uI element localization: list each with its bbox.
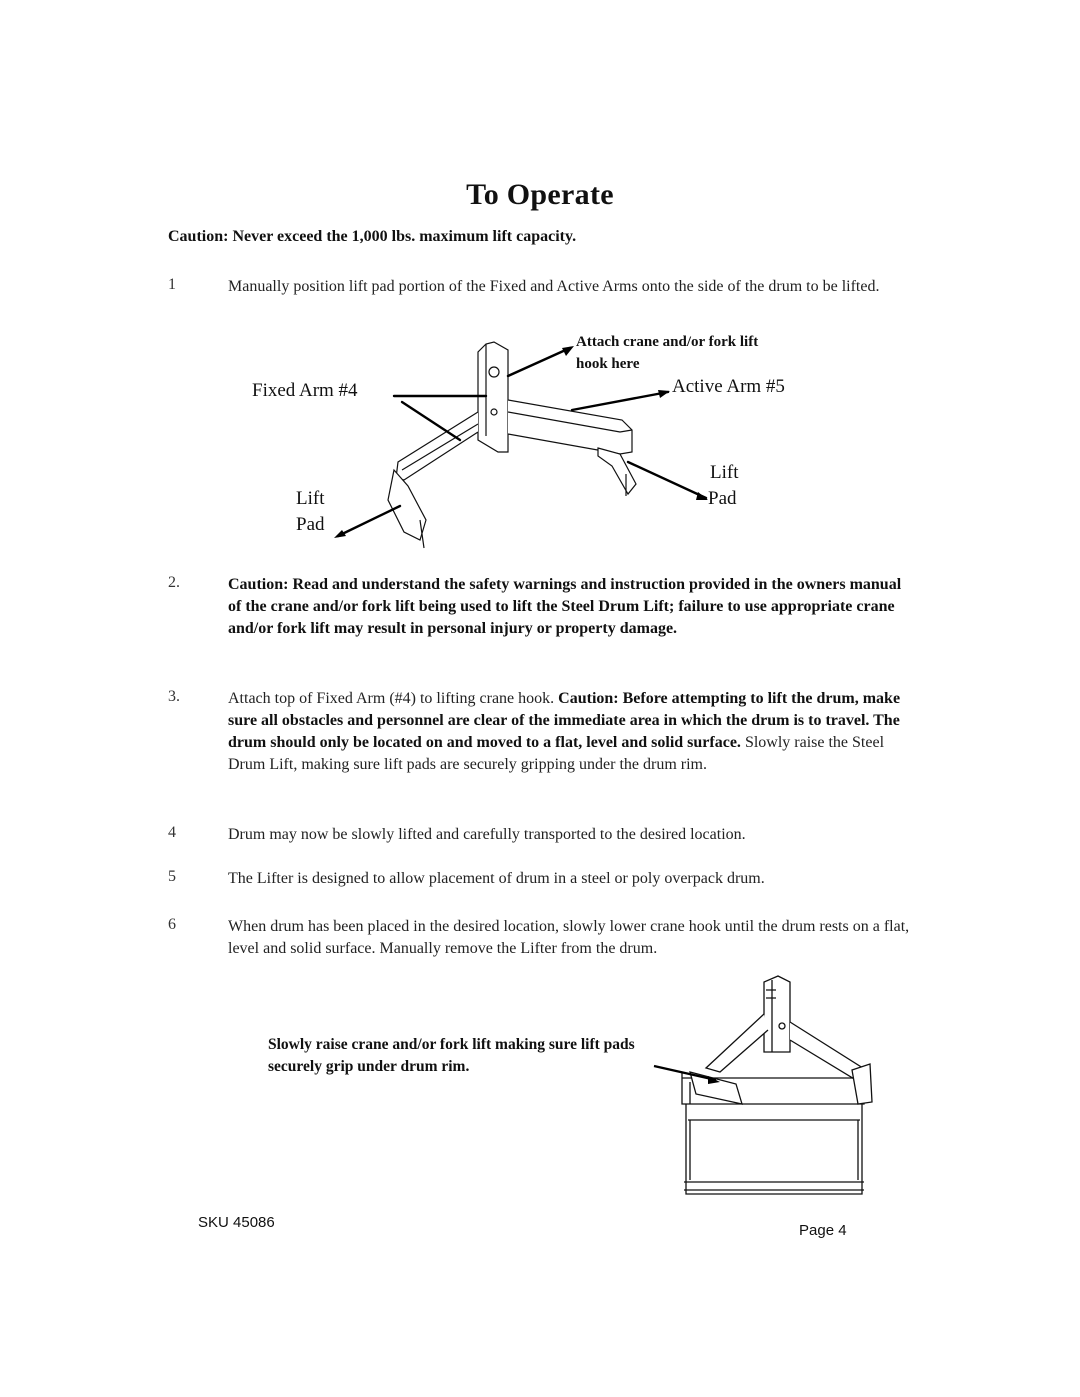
attach-label-line1: Attach crane and/or fork lift — [576, 334, 759, 350]
step-number: 3. — [168, 688, 180, 705]
sku-label: SKU 45086 — [198, 1214, 275, 1231]
lift-left-label: Lift — [296, 488, 325, 509]
step-number: 1 — [168, 276, 176, 293]
page-title: To Operate — [466, 178, 614, 211]
caution-capacity: Caution: Never exceed the 1,000 lbs. maximum lift capacity. — [168, 228, 577, 245]
step-text-caution: Caution: Read and understand the safety warnings and instruction provided in the owners manual of the crane and/or fork lift being used to lift the Steel Drum Lift; failure to use appropriate crane and/or fork lift may result in personal injury or property damage. — [228, 576, 902, 637]
step-text-caution: Caution: Before attempting to lift the drum, make sure all obstacles and personnel are clear of the immediate area in which the drum is to travel. The drum should only be located on and moved to a flat, level and solid surface. — [228, 690, 901, 751]
step-text: The Lifter is designed to allow placement of drum in a steel or poly overpack drum. — [228, 870, 765, 887]
page-number: Page 4 — [799, 1222, 847, 1239]
step-text: When drum has been placed in the desired location, slowly lower crane hook until the drum rests on a flat, level and solid surface. Manually remove the Lifter from the drum. — [228, 918, 910, 957]
attach-label-line2: hook here — [576, 356, 640, 372]
step-text: Manually position lift pad portion of the Fixed and Active Arms onto the side of the drum to be lifted. — [228, 278, 880, 295]
step-number: 2. — [168, 574, 180, 591]
step-text-a: Attach top of Fixed Arm (#4) to lifting crane hook. — [228, 690, 555, 707]
step-text-c: Slowly raise the Steel Drum Lift, making sure lift pads are securely gripping under the drum rim. — [228, 734, 885, 773]
step-number: 5 — [168, 868, 176, 885]
lift-right-label: Lift — [710, 462, 739, 483]
pad-right-label: Pad — [708, 488, 737, 509]
step-text: Drum may now be slowly lifted and carefully transported to the desired location. — [228, 826, 746, 843]
active-arm-label: Active Arm #5 — [672, 376, 785, 397]
step-number: 6 — [168, 916, 176, 933]
fixed-arm-label: Fixed Arm #4 — [252, 380, 358, 401]
pad-left-label: Pad — [296, 514, 325, 535]
drum-figure-caption: Slowly raise crane and/or fork lift making sure lift pads securely grip under drum rim. — [268, 1036, 635, 1075]
step-number: 4 — [168, 824, 176, 841]
